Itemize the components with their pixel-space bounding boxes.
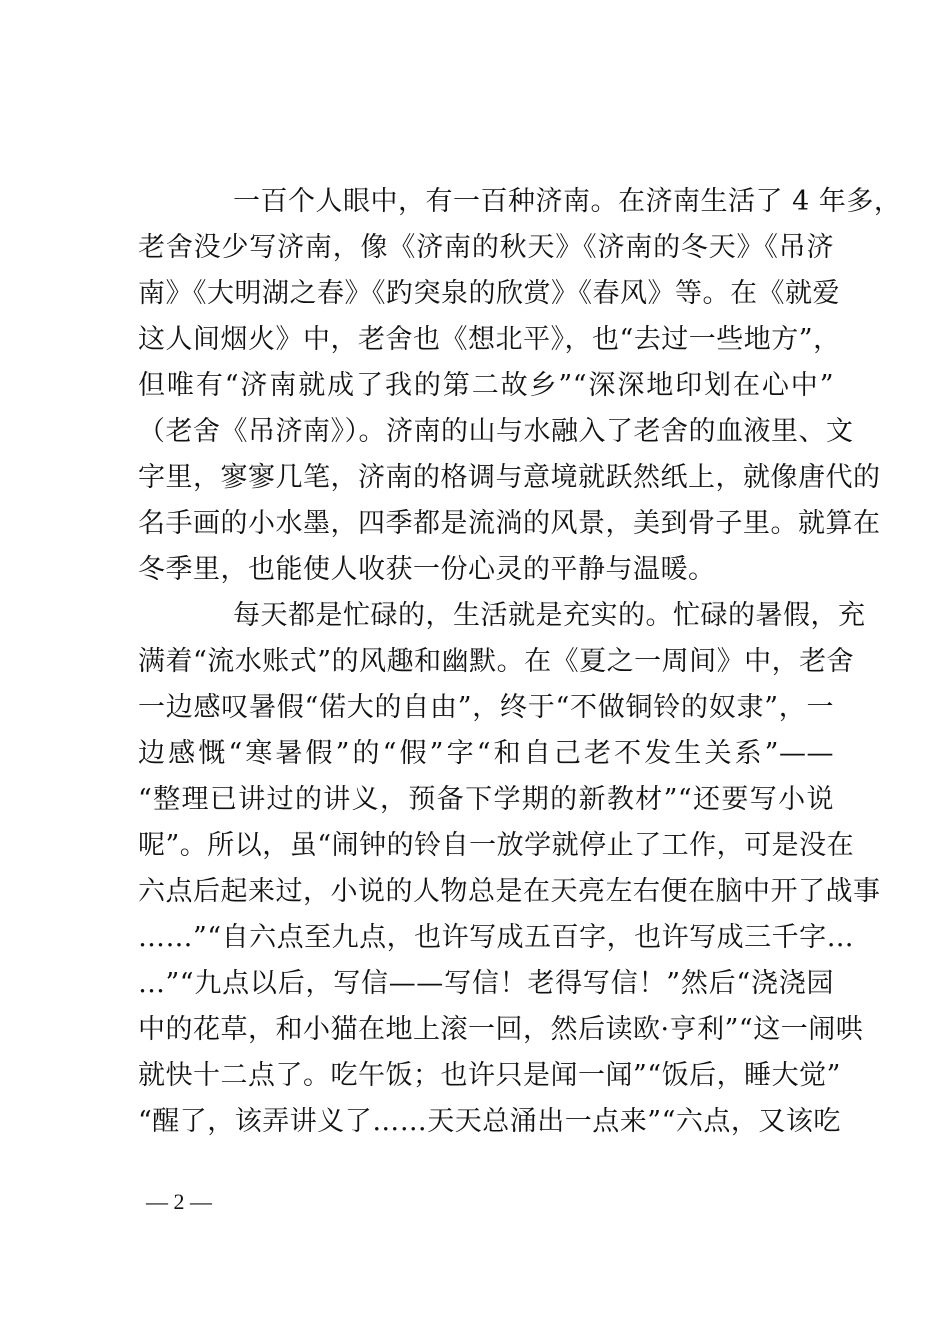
paragraph-2-line-12: “醒了，该弄讲义了……天天总涌出一点来”“六点，又该吃 (138, 1106, 841, 1137)
paragraph-2-line-11: 就快十二点了。吃午饭；也许只是闻一闻”“饭后，睡大觉” (138, 1060, 841, 1091)
paragraph-2-line-4: 边感慨“寒暑假”的“假”字“和自己老不发生关系”—— (138, 738, 834, 769)
paragraph-2-line-5: “整理已讲过的讲义，预备下学期的新教材”“还要写小说 (138, 784, 834, 815)
paragraph-2-line-6: 呢”。所以，虽“闹钟的铃自一放学就停止了工作，可是没在 (138, 830, 855, 861)
paragraph-2-line-8: ……”“自六点至九点，也许写成五百字，也许写成三千字… (138, 922, 855, 953)
page-number: — 2 — (146, 1189, 212, 1214)
paragraph-1-line-2: 老舍没少写济南，像《济南的秋天》《济南的冬天》《吊济 (138, 232, 834, 263)
paragraph-1-line-5: 但唯有“济南就成了我的第二故乡”“深深地印划在心中” (138, 370, 834, 401)
paragraph-1-line-8: 名手画的小水墨，四季都是流淌的风景，美到骨子里。就算在 (138, 508, 881, 539)
paragraph-1-line-1: 一百个人眼中，有一百种济南。在济南生活了 4 年多， (233, 186, 902, 217)
paragraph-1-line-4: 这人间烟火》中，老舍也《想北平》，也“去过一些地方”， (138, 324, 841, 355)
paragraph-1-line-7: 字里，寥寥几笔，济南的格调与意境就跃然纸上，就像唐代的 (138, 462, 881, 493)
paragraph-1-line-3: 南》《大明湖之春》《趵突泉的欣赏》《春风》等。在《就爱 (138, 278, 840, 309)
paragraph-2-line-1: 每天都是忙碌的，生活就是充实的。忙碌的暑假，充 (233, 600, 866, 631)
paragraph-2-line-3: 一边感叹暑假“偌大的自由”，终于“不做铜铃的奴隶”，一 (138, 692, 834, 723)
paragraph-1-line-6: （老舍《吊济南》）。济南的山与水融入了老舍的血液里、文 (138, 416, 854, 447)
paragraph-2-line-2: 满着“流水账式”的风趣和幽默。在《夏之一周间》中，老舍 (138, 646, 855, 677)
paragraph-2-line-9: …”“九点以后，写信——写信！老得写信！”然后“浇浇园 (138, 968, 834, 999)
paragraph-1-line-9: 冬季里，也能使人收获一份心灵的平静与温暖。 (138, 554, 716, 585)
paragraph-2-line-7: 六点后起来过，小说的人物总是在天亮左右便在脑中开了战事 (138, 876, 881, 907)
paragraph-2-line-10: 中的花草，和小猫在地上滚一回，然后读欧·亨利”“这一闹哄 (138, 1014, 864, 1045)
